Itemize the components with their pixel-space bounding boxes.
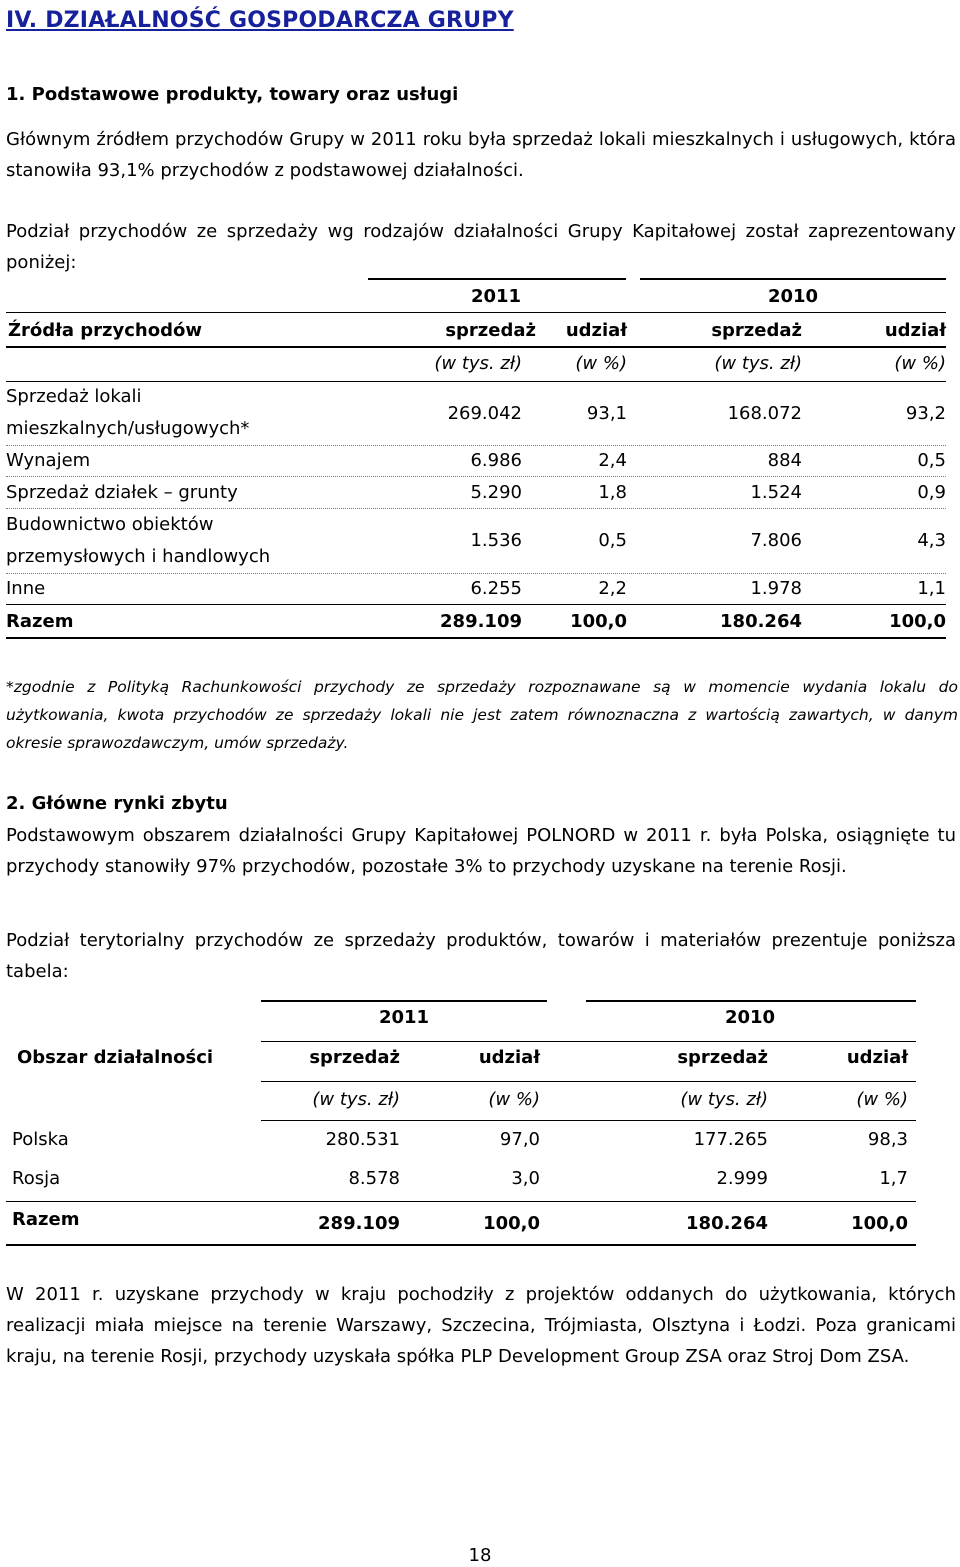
page-number: 18 [468, 1545, 492, 1566]
total-sales-2010: 180.264 [686, 1213, 768, 1234]
t1-year-2010: 2010 [767, 286, 819, 307]
t2-year-2011: 2011 [378, 1007, 430, 1028]
cell-share-2011: 0,5 [598, 530, 627, 551]
t2-unit-sales-2011: (w tys. zł) [312, 1089, 400, 1110]
cell-sales-2011: 5.290 [470, 482, 522, 503]
t1-col-share-2010: udział [884, 320, 946, 341]
t1-unit-sales-2011: (w tys. zł) [434, 353, 522, 374]
cell-share-2011: 97,0 [499, 1129, 540, 1150]
cell-sales-2010: 1.524 [750, 482, 802, 503]
paragraph-1: Głównym źródłem przychodów Grupy w 2011 roku była sprzedaż lokali mieszkalnych i usługowych, która stanowiła 93,1% przychodów z podstawowej działalności. [6, 129, 956, 181]
cell-sales-2010: 177.265 [693, 1129, 768, 1150]
total-label: Razem [6, 611, 74, 632]
t2-col-sales-2011: sprzedaż [309, 1047, 400, 1068]
paragraph-3: Podstawowym obszarem działalności Grupy Kapitałowej POLNORD w 2011 r. była Polska, osiągnięte tu przychody stanowiły 97% przychodów, pozostałe 3% to przychody uzyskane na terenie Rosji. [6, 825, 956, 877]
row-label-cont: mieszkalnych/usługowych* [6, 418, 250, 439]
total-share-2011: 100,0 [570, 611, 627, 632]
cell-share-2010: 4,3 [917, 530, 946, 551]
t1-unit-sales-2010: (w tys. zł) [714, 353, 802, 374]
t2-year-2010: 2010 [724, 1007, 776, 1028]
row-label: Sprzedaż lokali [6, 386, 142, 407]
row-label-cont: przemysłowych i handlowych [6, 546, 271, 567]
total-sales-2011: 289.109 [440, 611, 522, 632]
cell-sales-2011: 6.986 [470, 450, 522, 471]
cell-sales-2010: 884 [767, 450, 802, 471]
cell-sales-2011: 269.042 [447, 403, 522, 424]
cell-share-2010: 98,3 [867, 1129, 908, 1150]
t2-unit-share-2010: (w %) [856, 1089, 908, 1110]
cell-share-2011: 3,0 [511, 1168, 540, 1189]
t1-unit-share-2011: (w %) [575, 353, 627, 374]
cell-share-2010: 1,1 [917, 578, 946, 599]
cell-sales-2010: 7.806 [750, 530, 802, 551]
total-label: Razem [12, 1209, 80, 1230]
cell-share-2011: 1,8 [598, 482, 627, 503]
cell-sales-2010: 168.072 [727, 403, 802, 424]
row-label: Rosja [12, 1168, 61, 1189]
t2-col-area: Obszar działalności [17, 1047, 214, 1068]
section-1-title: 1. Podstawowe produkty, towary oraz usługi [6, 84, 459, 105]
cell-share-2010: 1,7 [879, 1168, 908, 1189]
t1-year-2011: 2011 [470, 286, 522, 307]
cell-share-2010: 93,2 [905, 403, 946, 424]
cell-share-2010: 0,9 [917, 482, 946, 503]
total-sales-2011: 289.109 [318, 1213, 400, 1234]
total-share-2010: 100,0 [851, 1213, 908, 1234]
row-label: Budownictwo obiektów [6, 514, 214, 535]
cell-sales-2011: 6.255 [470, 578, 522, 599]
t1-col-share-2011: udział [565, 320, 627, 341]
t1-col-sales-2010: sprzedaż [711, 320, 802, 341]
cell-sales-2011: 280.531 [325, 1129, 400, 1150]
paragraph-4: Podział terytorialny przychodów ze sprzedaży produktów, towarów i materiałów prezentuje poniższa tabela: [6, 930, 956, 982]
cell-share-2011: 93,1 [586, 403, 627, 424]
footnote: *zgodnie z Polityką Rachunkowości przychody ze sprzedaży rozpoznawane są w momencie wydania lokalu do użytkowania, kwota przychodów ze sprzedaży lokali nie jest zatem równoznaczna z wartością zawartych, w danym okresie sprawozdawczym, umów sprzedaży. [6, 678, 958, 752]
t2-unit-share-2011: (w %) [488, 1089, 540, 1110]
cell-share-2010: 0,5 [917, 450, 946, 471]
t1-col-sales-2011: sprzedaż [445, 320, 536, 341]
t2-unit-sales-2010: (w tys. zł) [680, 1089, 768, 1110]
paragraph-2: Podział przychodów ze sprzedaży wg rodzajów działalności Grupy Kapitałowej został zaprezentowany poniżej: [6, 221, 956, 273]
t1-col-source: Źródła przychodów [8, 320, 202, 341]
section-title: IV. DZIAŁALNOŚĆ GOSPODARCZA GRUPY [6, 8, 514, 33]
t2-col-share-2011: udział [478, 1047, 540, 1068]
cell-share-2011: 2,2 [598, 578, 627, 599]
cell-sales-2010: 1.978 [750, 578, 802, 599]
total-sales-2010: 180.264 [720, 611, 802, 632]
t2-col-sales-2010: sprzedaż [677, 1047, 768, 1068]
t2-col-share-2010: udział [846, 1047, 908, 1068]
total-share-2011: 100,0 [483, 1213, 540, 1234]
row-label: Polska [12, 1129, 69, 1150]
total-share-2010: 100,0 [889, 611, 946, 632]
cell-sales-2011: 1.536 [470, 530, 522, 551]
row-label: Wynajem [6, 450, 91, 471]
section-2-title: 2. Główne rynki zbytu [6, 793, 228, 814]
cell-sales-2011: 8.578 [348, 1168, 400, 1189]
paragraph-5: W 2011 r. uzyskane przychody w kraju pochodziły z projektów oddanych do użytkowania, których realizacji miała miejsce na terenie Warszawy, Szczecina, Trójmiasta, Olsztyna i Łodzi. Poza granicami kraju, na terenie Rosji, przychody uzyskała spółka PLP Development Group ZSA oraz Stroj Dom ZSA. [6, 1284, 956, 1367]
row-label: Inne [6, 578, 46, 599]
t1-unit-share-2010: (w %) [894, 353, 946, 374]
row-label: Sprzedaż działek – grunty [6, 482, 238, 503]
cell-sales-2010: 2.999 [716, 1168, 768, 1189]
cell-share-2011: 2,4 [598, 450, 627, 471]
